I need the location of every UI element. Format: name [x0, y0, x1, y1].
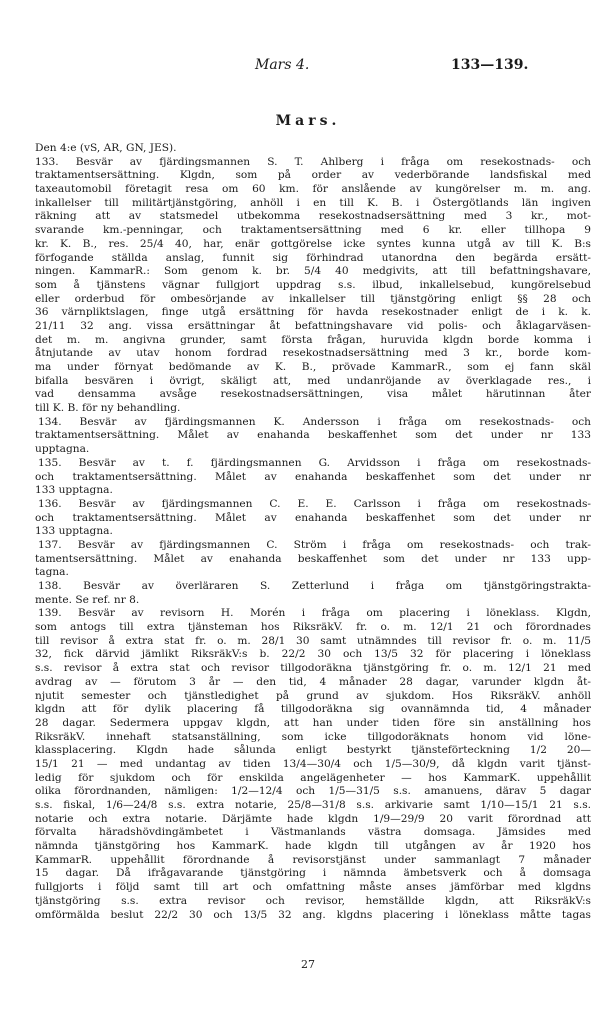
page-number: 27	[301, 958, 315, 971]
text-line: åtnjutande av utav honom fordrad resekostnadsersättning med 3 kr., borde kom-	[35, 347, 591, 360]
text-line: 133 upptagna.	[35, 525, 113, 538]
text-line: klassplacering. Klgdn hade sålunda enligt bestyrkt tjänsteförteckning 1/2 20—	[35, 744, 591, 757]
text-line: 137. Besvär av fjärdingsmannen C. Ström i fråga om resekostnads- och trak-	[38, 538, 591, 551]
text-line: som antogs till extra tjänsteman hos RiksräkV. fr. o. m. 12/1 21 och förordnades	[35, 621, 591, 634]
text-line: förvalta häradshövdingämbetet i Västmanlands västra domsaga. Jämsides med	[35, 826, 591, 839]
text-line: 134. Besvär av fjärdingsmannen K. Andersson i fråga om resekostnads- och	[38, 415, 591, 428]
header-title: Mars 4.	[255, 57, 310, 73]
text-line: bifalla besvären i övrigt, skäligt att, med undanröjande av överklagade res., i	[35, 374, 591, 387]
text-line: svarande km.-penningar, och traktamentsersättning med 6 kr. eller tillhopa 9	[35, 224, 591, 237]
text-line: 28 dagar. Sedermera uppgav klgdn, att han under tiden före sin anställning hos	[35, 716, 591, 729]
text-line: 136. Besvär av fjärdingsmannen C. E. E. Carlsson i fråga om resekostnads-	[38, 497, 591, 510]
text-line: inkallelser till militärtjänstgöring, anhöll i en till K. B. i Östergötlands län ingiven	[35, 196, 591, 209]
text-line: 21/11 32 ang. vissa ersättningar åt befattningshavare vid polis- och åklagarväsen-	[35, 319, 591, 332]
text-line: klgdn att för dylik placering få tillgodoräkna sig ovannämnda tid, 4 månader	[35, 703, 591, 716]
text-line: 15/1 21 — med undantag av tiden 13/4—30/4 och 1/5—30/9, då klgdn varit tjänst-	[35, 757, 591, 770]
text-line: det m. m. angivna grunder, samt första frågan, huruvida klgdn borde komma i	[35, 333, 591, 346]
text-line: tjänstgöring s.s. extra revisor och revisor, hemställde klgdn, att RiksräkV:s	[35, 894, 591, 907]
text-line: räkning att av statsmedel utbekomma resekostnadsersättning med 3 kr., mot-	[35, 210, 591, 223]
text-line: s.s. fiskal, 1/6—24/8 s.s. extra notarie, 25/8—31/8 s.s. arkivarie samt 1/10—15/1 21 s.s.	[35, 799, 591, 811]
text-line: njutit semester och tjänstledighet på grund av sjukdom. Hos RiksräkV. anhöll	[35, 689, 591, 702]
text-line: 32, fick därvid jämlikt RiksräkV:s b. 22/2 30 och 13/5 32 för placering i löneklass	[35, 648, 591, 661]
running-header	[0, 57, 616, 81]
text-line: 15 dagar. Då ifrågavarande tjänstgöring i nämnda ämbetsverk och å domsaga	[35, 867, 591, 880]
text-line: tagna.	[35, 566, 69, 579]
text-line: eller orderbud för ombesörjande av inkallelser till tjänstgöring enligt §§ 28 och	[35, 292, 591, 305]
text-line: s.s. revisor å extra stat och revisor tillgodoräkna tjänstgöring fr. o. m. 12/1 21 med	[35, 662, 591, 675]
text-line: taxeautomobil företagit resa om 60 km. för anslående av kungörelser m. m. ang.	[35, 183, 591, 196]
text-line: fullgjorts i följd samt till art och omfattning måste anses jämförbar med klgdns	[35, 881, 591, 894]
text-line: ningen. KammarR.: Som genom k. br. 5/4 40 medgivits, att till befattningshavare,	[35, 265, 591, 278]
text-line: och traktamentsersättning. Målet av enahanda beskaffenhet som det under nr	[35, 511, 591, 524]
text-line: KammarR. uppehållit förordnande å revisorstjänst under sammanlagt 7 månader	[35, 853, 591, 866]
text-line: notarie och extra notarie. Därjämte hade klgdn 1/9—29/9 20 varit förordnad att	[35, 812, 591, 825]
text-line: och traktamentsersättning. Målet av enahanda beskaffenhet som det under nr	[35, 470, 591, 483]
text-line: RiksräkV. innehaft statsanställning, som icke tillgodoräknats honom vid löne-	[35, 730, 591, 743]
text-line: upptagna.	[35, 443, 90, 456]
text-line: traktamentsersättning. Målet av enahanda beskaffenhet som det under nr 133	[35, 429, 591, 442]
text-line: ledig för sjukdom och för enskilda angelägenheter — hos KammarK. uppehållit	[35, 771, 591, 784]
header-case-range: 133—139.	[451, 57, 529, 73]
section-heading: Mars.	[275, 113, 341, 129]
text-line: tamentsersättning. Målet av enahanda beskaffenhet som det under nr 133 upp-	[35, 552, 591, 565]
text-line: olika förordnanden, nämligen: 1/2—12/4 och 1/5—31/5 s.s. amanuens, därav 5 dagar	[35, 785, 591, 798]
text-line: 139. Besvär av revisorn H. Morén i fråga om placering i löneklass. Klgdn,	[38, 607, 591, 620]
text-line: 133. Besvär av fjärdingsmannen S. T. Ahlberg i fråga om resekostnads- och	[35, 155, 591, 168]
text-line: Den 4:e (vS, AR, GN, JES).	[35, 142, 177, 154]
text-line: mente. Se ref. nr 8.	[35, 593, 140, 606]
text-line: som å tjänstens vägnar fullgjort uppdrag s.s. ilbud, inkallelsebud, kungörelsebud	[35, 278, 591, 291]
text-line: nämnda tjänstgöring hos KammarK. hade klgdn till utgången av år 1920 hos	[35, 840, 591, 853]
text-line: 138. Besvär av överläraren S. Zetterlund i fråga om tjänstgöringstrakta-	[38, 580, 591, 592]
text-line: avdrag av — förutom 3 år — den tid, 4 månader 28 dagar, varunder klgdn åt-	[35, 675, 591, 688]
text-line: till K. B. för ny behandling.	[35, 402, 181, 415]
text-line: 135. Besvär av t. f. fjärdingsmannen G. Arvidsson i fråga om resekostnads-	[38, 456, 591, 469]
text-line: vad densamma avsåge resekostnadsersättningen, visa målet härutinnan åter	[35, 388, 591, 401]
text-line: omförmälda beslut 22/2 30 och 13/5 32 ang. klgdns placering i löneklass måtte tagas	[35, 908, 591, 921]
text-line: kr. K. B., res. 25/4 40, har, enär gottgörelse icke syntes kunna utgå av till K. B:s	[35, 237, 591, 250]
text-line: till revisor å extra stat fr. o. m. 28/1 30 samt utnämndes till revisor fr. o. m. 11/5	[35, 634, 591, 647]
text-line: förfogande ställda anslag, funnit sig förhindrad utanordna den begärda ersätt-	[35, 251, 591, 264]
text-line: 36 värnpliktslagen, finge utgå ersättning för havda resekostnader enligt de i k. k.	[35, 306, 591, 319]
text-line: 133 upptagna.	[35, 484, 113, 497]
body-text	[35, 142, 591, 922]
text-line: traktamentsersättning. Klgdn, som på order av vederbörande landsfiskal med	[35, 169, 591, 182]
text-line: ma under förnyat bedömande av K. B., prövade KammarR., som ej fann skäl	[35, 361, 591, 373]
